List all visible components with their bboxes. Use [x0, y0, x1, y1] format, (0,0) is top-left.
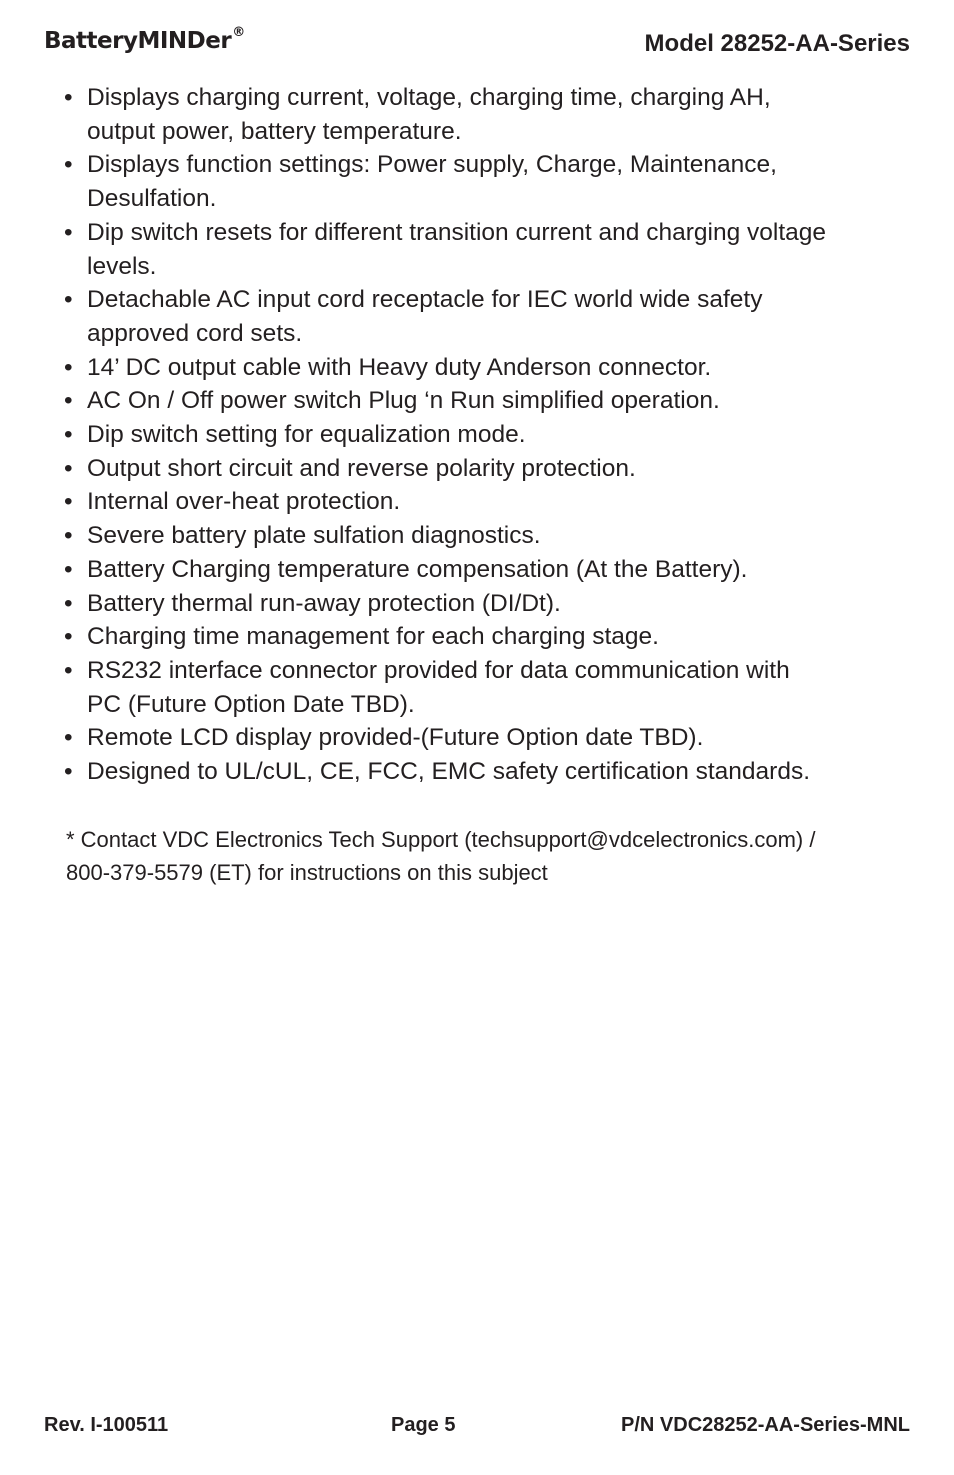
feature-item: [64, 351, 914, 385]
model-title: Model 28252-AA-Series: [644, 30, 910, 57]
feature-text: Dip switch resets for different transition current and charging voltage: [87, 218, 827, 246]
bullet-icon: •: [64, 555, 73, 583]
feature-item: [64, 620, 914, 654]
feature-item: [64, 587, 914, 621]
feature-text: Remote LCD display provided-(Future Option date TBD).: [87, 724, 704, 752]
registered-mark: ®: [232, 25, 245, 41]
bullet-icon: •: [64, 454, 73, 482]
bullet-icon: •: [64, 218, 73, 246]
feature-text: Severe battery plate sulfation diagnostics.: [87, 522, 541, 550]
feature-item: [64, 216, 914, 283]
feature-text: Displays function settings: Power supply, Charge, Maintenance,: [87, 151, 777, 179]
feature-item: [64, 519, 914, 553]
bullet-icon: •: [64, 286, 73, 314]
brand-logo: [44, 25, 245, 54]
feature-text: RS232 interface connector provided for data communication with: [87, 656, 790, 684]
feature-text: PC (Future Option Date TBD).: [87, 690, 415, 718]
feature-list: [64, 81, 914, 789]
feature-item: [64, 485, 914, 519]
bullet-icon: •: [64, 151, 73, 179]
feature-text: Designed to UL/cUL, CE, FCC, EMC safety certification standards.: [87, 758, 811, 786]
feature-item: [64, 283, 914, 350]
page-number: Page 5: [391, 1414, 456, 1436]
feature-text: 14’ DC output cable with Heavy duty Anderson connector.: [87, 353, 712, 381]
support-note: [66, 823, 926, 889]
feature-text: Detachable AC input cord receptacle for IEC world wide safety: [87, 286, 763, 314]
bullet-icon: •: [64, 84, 73, 111]
feature-item: [64, 81, 914, 148]
feature-text: Internal over-heat protection.: [87, 488, 401, 516]
page-header: [44, 24, 910, 64]
brand-name: BatteryMINDer: [44, 28, 232, 54]
feature-item: [64, 553, 914, 587]
feature-item: [64, 384, 914, 418]
bullet-icon: •: [64, 488, 73, 516]
feature-text: Battery thermal run-away protection (DI/Dt).: [87, 589, 561, 617]
support-note-line-2: 800-379-5579 (ET) for instructions on this subject: [66, 860, 548, 885]
feature-item: [64, 721, 914, 755]
feature-text: Dip switch setting for equalization mode.: [87, 421, 526, 449]
support-note-line-1: * Contact VDC Electronics Tech Support (techsupport@vdcelectronics.com) /: [66, 827, 816, 852]
feature-item: [64, 452, 914, 486]
feature-item: [64, 148, 914, 215]
bullet-icon: •: [64, 656, 73, 684]
feature-text: approved cord sets.: [87, 319, 303, 347]
feature-text: Battery Charging temperature compensation (At the Battery).: [87, 555, 748, 583]
revision-label: Rev. I-100511: [44, 1414, 169, 1436]
bullet-icon: •: [64, 522, 73, 550]
feature-text: AC On / Off power switch Plug ‘n Run simplified operation.: [87, 387, 720, 415]
feature-item: [64, 654, 914, 721]
bullet-icon: •: [64, 387, 73, 415]
page-footer: [44, 1414, 910, 1444]
feature-text: Output short circuit and reverse polarity protection.: [87, 454, 636, 482]
feature-text: output power, battery temperature.: [87, 117, 462, 145]
bullet-icon: •: [64, 353, 73, 381]
bullet-icon: •: [64, 421, 73, 449]
feature-text: levels.: [87, 252, 157, 280]
feature-text: Displays charging current, voltage, charging time, charging AH,: [87, 84, 771, 111]
bullet-icon: •: [64, 758, 73, 786]
part-number: P/N VDC28252-AA-Series-MNL: [621, 1414, 910, 1436]
feature-item: [64, 755, 914, 789]
bullet-icon: •: [64, 589, 73, 617]
bullet-icon: •: [64, 724, 73, 752]
bullet-icon: •: [64, 623, 73, 651]
feature-text: Desulfation.: [87, 185, 217, 213]
feature-item: [64, 418, 914, 452]
feature-text: Charging time management for each charging stage.: [87, 623, 659, 651]
